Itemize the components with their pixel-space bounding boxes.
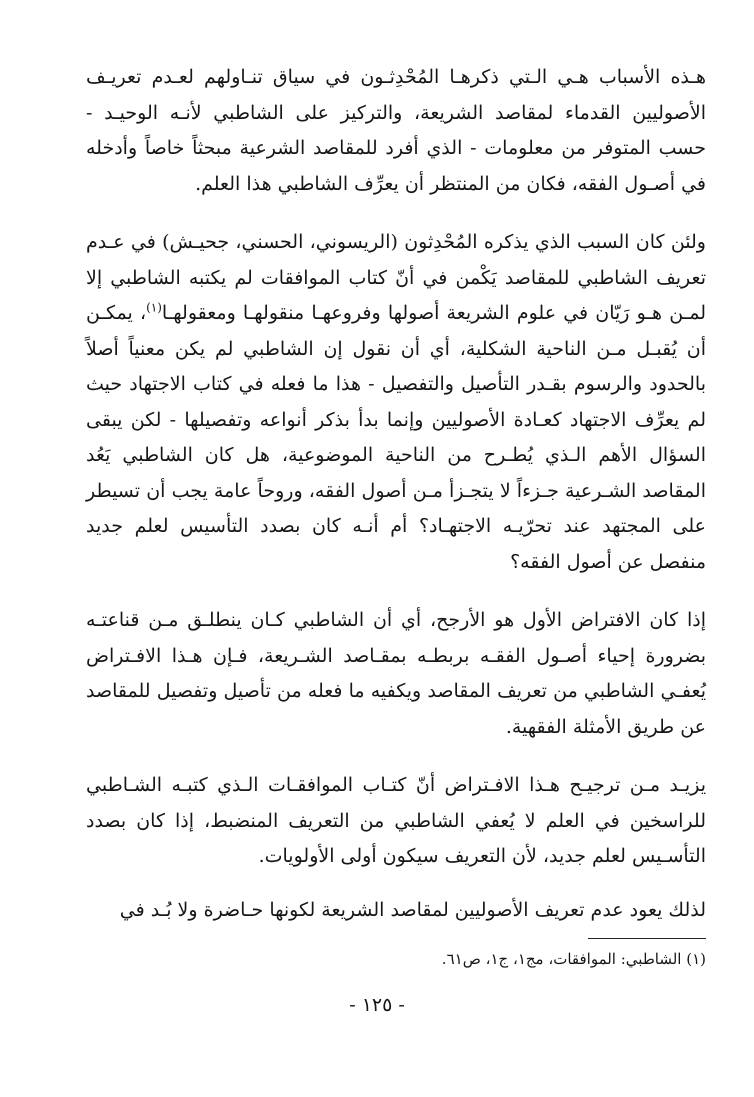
paragraph-5: لذلك يعود عدم تعريف الأصوليين لمقاصد الشريعة لكونها حـاضرة ولا بُـد في: [119, 898, 706, 921]
footnote-marker: (١): [146, 300, 162, 315]
paragraph-2-part-1: ولئن كان السبب الذي يذكره المُحْدِثون (الريسوني، الحسني، جحيـش) في عـدم تعريف الشاطبي للمقاصد يَكْمن في أنّ كتاب الموافقات لم يكتبه الشاطبي إلا لمـن هـو رَيّان في علوم الشريعة أصولها وفروعهـا منقولهـا ومعقولهـا: [86, 231, 706, 324]
footnote: (١) الشاطبي: الموافقات، مج١، ج١، ص٦١.: [441, 950, 706, 968]
page-number: - ١٢٥ -: [349, 994, 405, 1016]
paragraph-3: إذا كان الافتراض الأول هو الأرجح، أي أن الشاطبي كـان ينطلـق مـن قناعتـه بضرورة إحياء أصـول الفقـه بربطـه بمقـاصد الشـريعة، فـإن هـذا الافـتراض يُعفـي الشاطبي من تعريف المقاصد ويكفيه ما فعله من تأصيل وتفصيل للمقاصد عن طريق الأمثلة الفقهية.: [86, 609, 706, 738]
paragraph-1: هـذه الأسباب هـي الـتي ذكرهـا المُحْدِثـون في سياق تنـاولهم لعـدم تعريـف الأصوليين القدماء لمقاصد الشريعة، والتركيز على الشاطبي لأنـه الوحيـد - حسب المتوفر من معلومات - الذي أفرد للمقاصد الشرعية مبحثاً خاصاً وأدخله في أصـول الفقه، فكان من المنتظر أن يعرِّف الشاطبي هذا العلم.: [86, 66, 706, 195]
paragraph-2-part-2: ، يمكـن أن يُقبـل مـن الناحية الشكلية، أي أن نقول إن الشاطبي لم يكن معنياً أصلاً بالحدود والرسوم بقـدر التأصيل والتفصيل - هذا ما فعله في كتاب الاجتهاد حيث لم يعرِّف الاجتهاد كعـادة الأصوليين وإنما بدأ بذكر أنواعه وتفصيلها - لكن يبقى السؤال الأهم الـذي يُطـرح من الناحية الموضوعية، هل كان الشاطبي يَعُد المقاصد الشـرعية جـزءاً لا يتجـزأ مـن أصول الفقه، وروحاً عامة يجب أن تسيطر على المجتهد عند تحرّيـه الاجتهـاد؟ أم أنـه كان بصدد التأسيس لعلم جديد منفصل عن أصول الفقه؟: [86, 302, 706, 573]
paragraph-2: [86, 225, 706, 580]
footnote-divider: [588, 938, 706, 939]
paragraph-4: يزيـد مـن ترجيـح هـذا الافـتراض أنّ كتـاب الموافقـات الـذي كتبـه الشـاطبي للراسخين في العلم لا يُعفي الشاطبي من التعريف المنضبط، إذا كان بصدد التأسـيس لعلم جديد، لأن التعريف سيكون أولى الأولويات.: [86, 774, 706, 867]
page-body: [86, 60, 706, 928]
